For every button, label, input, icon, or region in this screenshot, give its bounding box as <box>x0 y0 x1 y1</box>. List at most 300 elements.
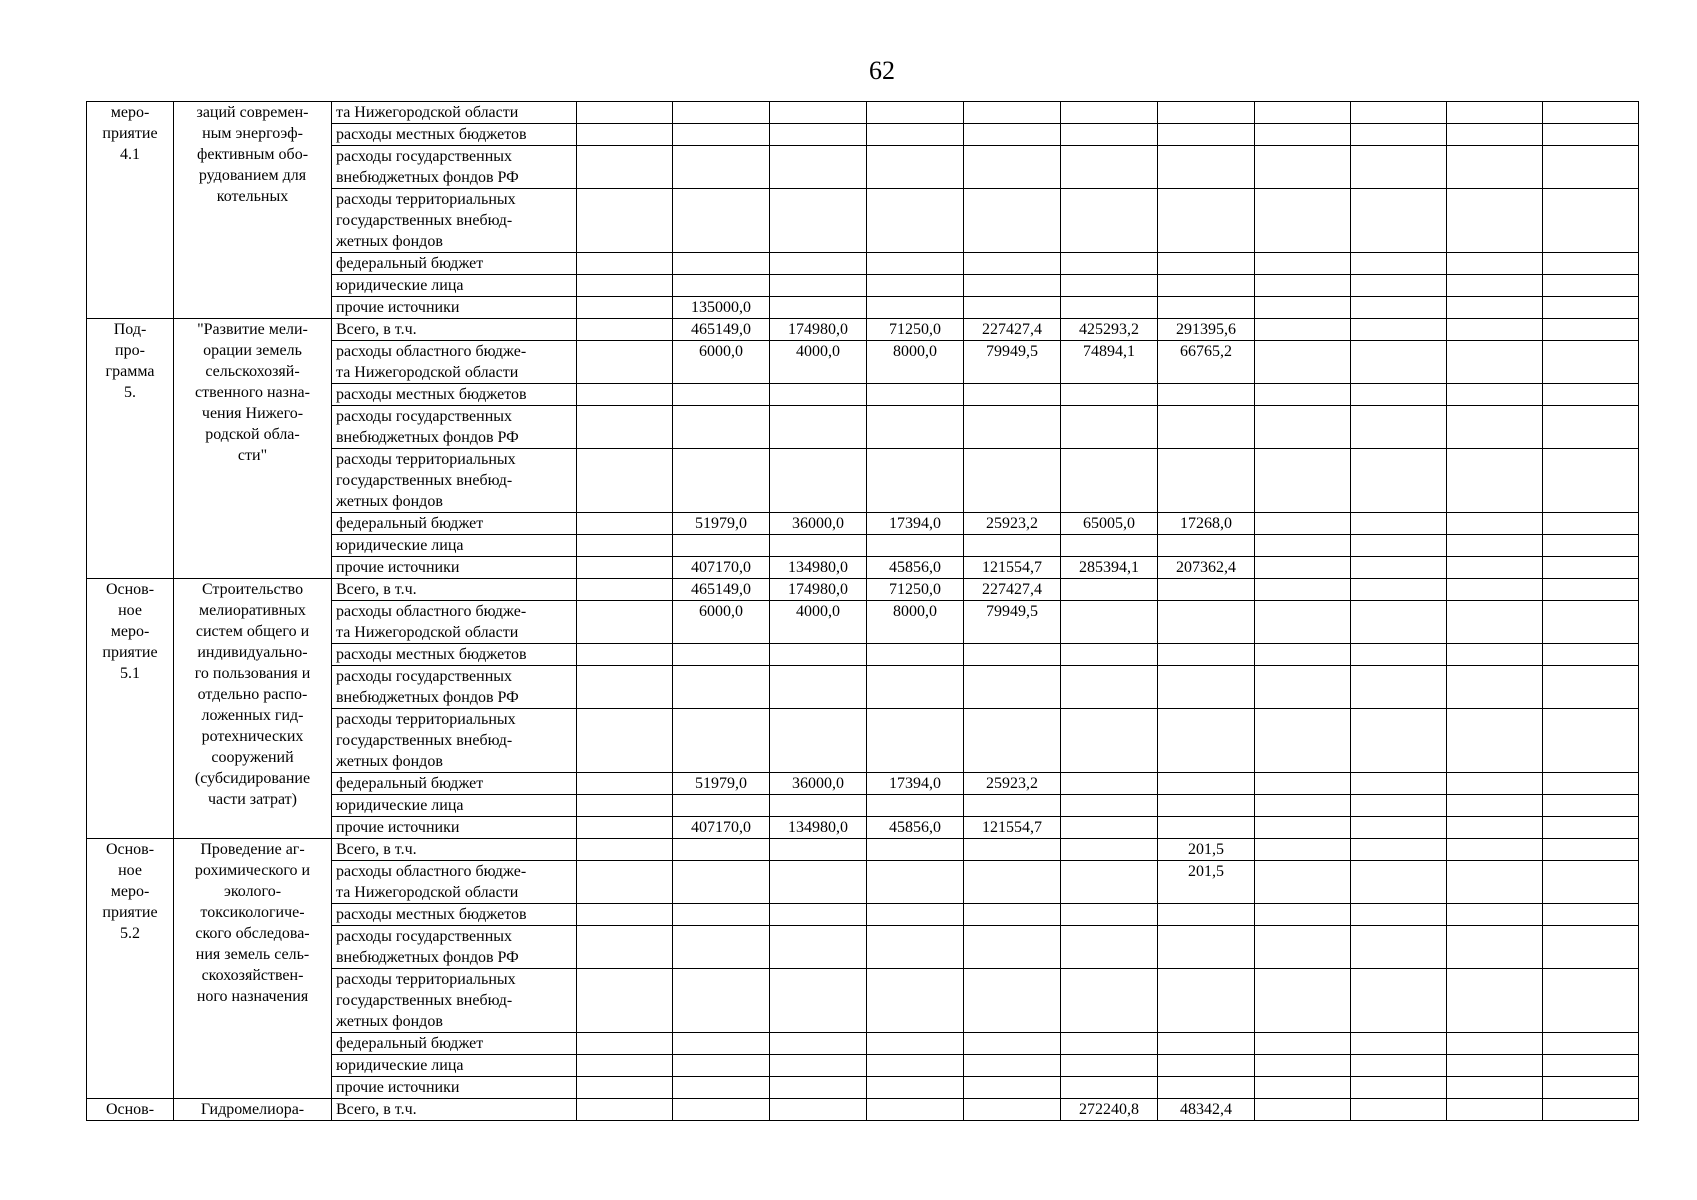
value-cell <box>964 709 1061 773</box>
empty-cell <box>1351 817 1447 839</box>
empty-cell <box>1351 1033 1447 1055</box>
empty-cell <box>577 513 673 535</box>
value-cell <box>673 449 770 513</box>
empty-cell <box>1351 1099 1447 1121</box>
empty-cell <box>577 666 673 709</box>
value-cell: 134980,0 <box>770 557 867 579</box>
funding-source: расходы областного бюдже- та Нижегородской области <box>332 861 577 904</box>
value-cell <box>770 904 867 926</box>
value-cell <box>964 1077 1061 1099</box>
value-cell <box>673 904 770 926</box>
value-cell: 272240,8 <box>1061 1099 1158 1121</box>
value-cell <box>1158 189 1255 253</box>
value-cell <box>964 384 1061 406</box>
empty-cell <box>1351 1077 1447 1099</box>
value-cell: 425293,2 <box>1061 319 1158 341</box>
value-cell <box>867 102 964 124</box>
budget-table <box>86 101 1639 1121</box>
empty-cell <box>1255 341 1351 384</box>
value-cell <box>673 1055 770 1077</box>
value-cell <box>1061 969 1158 1033</box>
value-cell <box>1061 773 1158 795</box>
value-cell <box>770 709 867 773</box>
value-cell: 51979,0 <box>673 513 770 535</box>
empty-cell <box>577 319 673 341</box>
value-cell <box>1158 1033 1255 1055</box>
empty-cell <box>1447 146 1543 189</box>
empty-cell <box>577 644 673 666</box>
value-cell: 65005,0 <box>1061 513 1158 535</box>
empty-cell <box>1351 275 1447 297</box>
value-cell <box>673 275 770 297</box>
value-cell: 207362,4 <box>1158 557 1255 579</box>
value-cell <box>770 102 867 124</box>
funding-source: расходы государственных внебюджетных фондов РФ <box>332 926 577 969</box>
empty-cell <box>1255 709 1351 773</box>
empty-cell <box>1543 535 1639 557</box>
funding-source: расходы государственных внебюджетных фондов РФ <box>332 146 577 189</box>
value-cell <box>867 795 964 817</box>
empty-cell <box>1543 449 1639 513</box>
value-cell <box>964 189 1061 253</box>
value-cell <box>964 1033 1061 1055</box>
empty-cell <box>1447 535 1543 557</box>
funding-source: Всего, в т.ч. <box>332 1099 577 1121</box>
funding-source: прочие источники <box>332 817 577 839</box>
section-label: Основ- ное меро- приятие 5.1 <box>87 579 174 839</box>
empty-cell <box>1447 839 1543 861</box>
value-cell <box>964 102 1061 124</box>
funding-source: юридические лица <box>332 1055 577 1077</box>
empty-cell <box>577 253 673 275</box>
value-cell: 79949,5 <box>964 601 1061 644</box>
value-cell <box>1061 904 1158 926</box>
value-cell <box>867 861 964 904</box>
funding-source: расходы территориальных государственных внебюд- жетных фондов <box>332 449 577 513</box>
funding-source: федеральный бюджет <box>332 513 577 535</box>
empty-cell <box>1255 384 1351 406</box>
funding-source: расходы местных бюджетов <box>332 124 577 146</box>
empty-cell <box>1543 969 1639 1033</box>
section-label: Под- про- грамма 5. <box>87 319 174 579</box>
empty-cell <box>1543 579 1639 601</box>
value-cell <box>1158 124 1255 146</box>
empty-cell <box>1447 969 1543 1033</box>
funding-source: расходы государственных внебюджетных фондов РФ <box>332 406 577 449</box>
empty-cell <box>1447 1099 1543 1121</box>
value-cell <box>770 189 867 253</box>
value-cell <box>964 839 1061 861</box>
value-cell <box>770 275 867 297</box>
empty-cell <box>1447 709 1543 773</box>
empty-cell <box>1351 579 1447 601</box>
empty-cell <box>1351 795 1447 817</box>
funding-source: прочие источники <box>332 557 577 579</box>
value-cell: 45856,0 <box>867 557 964 579</box>
value-cell <box>673 1033 770 1055</box>
value-cell <box>1158 1055 1255 1077</box>
table-row <box>87 102 1639 124</box>
empty-cell <box>1255 795 1351 817</box>
empty-cell <box>577 795 673 817</box>
value-cell <box>867 406 964 449</box>
empty-cell <box>1447 449 1543 513</box>
funding-source: юридические лица <box>332 535 577 557</box>
value-cell: 201,5 <box>1158 861 1255 904</box>
funding-source: расходы областного бюдже- та Нижегородской области <box>332 601 577 644</box>
empty-cell <box>1255 861 1351 904</box>
value-cell <box>964 969 1061 1033</box>
empty-cell <box>1543 146 1639 189</box>
empty-cell <box>577 124 673 146</box>
empty-cell <box>1255 275 1351 297</box>
value-cell <box>964 904 1061 926</box>
empty-cell <box>1543 1099 1639 1121</box>
empty-cell <box>577 341 673 384</box>
value-cell <box>867 189 964 253</box>
empty-cell <box>1543 275 1639 297</box>
funding-source: та Нижегородской области <box>332 102 577 124</box>
value-cell <box>673 384 770 406</box>
empty-cell <box>1447 406 1543 449</box>
value-cell: 134980,0 <box>770 817 867 839</box>
empty-cell <box>577 557 673 579</box>
empty-cell <box>577 839 673 861</box>
value-cell <box>770 839 867 861</box>
value-cell <box>964 275 1061 297</box>
empty-cell <box>1255 817 1351 839</box>
value-cell <box>770 1033 867 1055</box>
value-cell <box>964 666 1061 709</box>
empty-cell <box>577 969 673 1033</box>
empty-cell <box>1543 189 1639 253</box>
empty-cell <box>1543 709 1639 773</box>
empty-cell <box>1255 146 1351 189</box>
value-cell <box>1158 969 1255 1033</box>
value-cell: 48342,4 <box>1158 1099 1255 1121</box>
value-cell: 8000,0 <box>867 341 964 384</box>
empty-cell <box>1543 666 1639 709</box>
value-cell: 66765,2 <box>1158 341 1255 384</box>
empty-cell <box>1543 1077 1639 1099</box>
empty-cell <box>1351 709 1447 773</box>
value-cell <box>1158 406 1255 449</box>
value-cell: 121554,7 <box>964 817 1061 839</box>
funding-source: прочие источники <box>332 1077 577 1099</box>
empty-cell <box>1447 666 1543 709</box>
value-cell <box>1061 253 1158 275</box>
empty-cell <box>1543 297 1639 319</box>
value-cell: 25923,2 <box>964 513 1061 535</box>
value-cell <box>867 1033 964 1055</box>
value-cell <box>1061 1055 1158 1077</box>
empty-cell <box>1447 579 1543 601</box>
value-cell <box>673 189 770 253</box>
value-cell <box>964 253 1061 275</box>
section-name: Проведение аг- рохимического и эколого- токсикологиче- ского обследова- ния земель сель- скохозяйствен- ного назначения <box>174 839 332 1099</box>
table-row <box>87 1099 1639 1121</box>
value-cell <box>1061 839 1158 861</box>
empty-cell <box>1447 319 1543 341</box>
value-cell <box>673 644 770 666</box>
value-cell <box>1061 1033 1158 1055</box>
value-cell <box>770 926 867 969</box>
funding-source: расходы местных бюджетов <box>332 904 577 926</box>
value-cell: 4000,0 <box>770 601 867 644</box>
value-cell <box>964 146 1061 189</box>
empty-cell <box>1255 579 1351 601</box>
value-cell <box>770 861 867 904</box>
empty-cell <box>1447 384 1543 406</box>
value-cell <box>1158 275 1255 297</box>
value-cell <box>770 449 867 513</box>
empty-cell <box>1447 341 1543 384</box>
empty-cell <box>577 275 673 297</box>
empty-cell <box>1351 449 1447 513</box>
value-cell <box>867 1055 964 1077</box>
empty-cell <box>1447 904 1543 926</box>
empty-cell <box>1543 795 1639 817</box>
empty-cell <box>1255 102 1351 124</box>
empty-cell <box>1255 666 1351 709</box>
empty-cell <box>1351 341 1447 384</box>
value-cell <box>964 1055 1061 1077</box>
value-cell: 71250,0 <box>867 579 964 601</box>
table-row <box>87 839 1639 861</box>
value-cell <box>1158 253 1255 275</box>
value-cell <box>1061 449 1158 513</box>
empty-cell <box>1255 1077 1351 1099</box>
funding-source: расходы областного бюдже- та Нижегородской области <box>332 341 577 384</box>
empty-cell <box>1351 297 1447 319</box>
value-cell <box>964 406 1061 449</box>
empty-cell <box>577 926 673 969</box>
empty-cell <box>1543 773 1639 795</box>
value-cell <box>1158 449 1255 513</box>
value-cell <box>867 124 964 146</box>
value-cell <box>770 535 867 557</box>
empty-cell <box>1351 189 1447 253</box>
section-name: Строительство мелиоративных систем общего и индивидуально- го пользования и отдельно распо- ложенных гид- ротехнических сооружений (субсидирование части затрат) <box>174 579 332 839</box>
value-cell <box>867 384 964 406</box>
empty-cell <box>1447 644 1543 666</box>
value-cell <box>770 644 867 666</box>
empty-cell <box>1255 124 1351 146</box>
empty-cell <box>1351 839 1447 861</box>
value-cell: 174980,0 <box>770 579 867 601</box>
value-cell <box>867 839 964 861</box>
value-cell <box>1061 601 1158 644</box>
value-cell <box>1061 709 1158 773</box>
value-cell <box>1158 666 1255 709</box>
section-label: меро- приятие 4.1 <box>87 102 174 319</box>
funding-source: федеральный бюджет <box>332 253 577 275</box>
empty-cell <box>1447 124 1543 146</box>
empty-cell <box>1255 601 1351 644</box>
empty-cell <box>1543 1055 1639 1077</box>
value-cell: 17268,0 <box>1158 513 1255 535</box>
value-cell: 407170,0 <box>673 557 770 579</box>
empty-cell <box>1447 1077 1543 1099</box>
value-cell <box>673 839 770 861</box>
empty-cell <box>577 709 673 773</box>
empty-cell <box>1255 557 1351 579</box>
empty-cell <box>1255 449 1351 513</box>
empty-cell <box>577 189 673 253</box>
empty-cell <box>1447 513 1543 535</box>
empty-cell <box>1447 275 1543 297</box>
value-cell <box>673 969 770 1033</box>
value-cell <box>1158 817 1255 839</box>
value-cell <box>867 709 964 773</box>
value-cell <box>770 969 867 1033</box>
value-cell <box>867 926 964 969</box>
value-cell <box>964 297 1061 319</box>
empty-cell <box>577 384 673 406</box>
funding-source: федеральный бюджет <box>332 773 577 795</box>
value-cell <box>964 926 1061 969</box>
empty-cell <box>1447 253 1543 275</box>
empty-cell <box>1255 773 1351 795</box>
value-cell <box>867 146 964 189</box>
value-cell <box>770 1055 867 1077</box>
empty-cell <box>1543 644 1639 666</box>
empty-cell <box>1351 1055 1447 1077</box>
empty-cell <box>1255 253 1351 275</box>
value-cell <box>1061 297 1158 319</box>
value-cell <box>673 535 770 557</box>
empty-cell <box>1351 319 1447 341</box>
empty-cell <box>577 406 673 449</box>
empty-cell <box>1255 1055 1351 1077</box>
funding-source: расходы местных бюджетов <box>332 644 577 666</box>
value-cell: 135000,0 <box>673 297 770 319</box>
value-cell <box>1061 275 1158 297</box>
value-cell <box>1061 795 1158 817</box>
funding-source: Всего, в т.ч. <box>332 319 577 341</box>
empty-cell <box>1255 926 1351 969</box>
empty-cell <box>577 535 673 557</box>
empty-cell <box>1351 644 1447 666</box>
table-row <box>87 579 1639 601</box>
value-cell <box>964 124 1061 146</box>
empty-cell <box>1543 253 1639 275</box>
value-cell <box>770 795 867 817</box>
value-cell <box>1061 1077 1158 1099</box>
value-cell <box>867 644 964 666</box>
value-cell <box>867 1099 964 1121</box>
value-cell <box>673 102 770 124</box>
value-cell <box>673 1099 770 1121</box>
value-cell <box>964 644 1061 666</box>
empty-cell <box>577 773 673 795</box>
value-cell: 45856,0 <box>867 817 964 839</box>
value-cell: 74894,1 <box>1061 341 1158 384</box>
empty-cell <box>1543 341 1639 384</box>
empty-cell <box>1351 124 1447 146</box>
value-cell <box>1158 644 1255 666</box>
value-cell <box>1158 601 1255 644</box>
value-cell <box>1061 124 1158 146</box>
empty-cell <box>1255 839 1351 861</box>
empty-cell <box>1447 601 1543 644</box>
funding-source: расходы местных бюджетов <box>332 384 577 406</box>
value-cell <box>867 1077 964 1099</box>
empty-cell <box>1543 557 1639 579</box>
empty-cell <box>1447 926 1543 969</box>
section-label: Основ- <box>87 1099 174 1121</box>
value-cell <box>867 297 964 319</box>
empty-cell <box>1255 189 1351 253</box>
value-cell <box>1158 297 1255 319</box>
value-cell: 121554,7 <box>964 557 1061 579</box>
value-cell <box>673 795 770 817</box>
value-cell <box>673 1077 770 1099</box>
value-cell: 6000,0 <box>673 341 770 384</box>
empty-cell <box>1351 513 1447 535</box>
empty-cell <box>1351 601 1447 644</box>
value-cell <box>1061 666 1158 709</box>
value-cell <box>867 253 964 275</box>
empty-cell <box>1543 406 1639 449</box>
value-cell <box>1158 102 1255 124</box>
empty-cell <box>1255 1033 1351 1055</box>
value-cell <box>770 406 867 449</box>
empty-cell <box>1447 861 1543 904</box>
empty-cell <box>577 449 673 513</box>
value-cell <box>867 449 964 513</box>
value-cell: 4000,0 <box>770 341 867 384</box>
value-cell <box>673 861 770 904</box>
empty-cell <box>1351 406 1447 449</box>
value-cell <box>673 926 770 969</box>
page-number: 62 <box>869 56 895 85</box>
value-cell: 201,5 <box>1158 839 1255 861</box>
value-cell <box>1158 795 1255 817</box>
empty-cell <box>1447 1033 1543 1055</box>
value-cell <box>673 709 770 773</box>
value-cell <box>673 253 770 275</box>
value-cell <box>867 535 964 557</box>
value-cell <box>1158 384 1255 406</box>
value-cell: 227427,4 <box>964 579 1061 601</box>
empty-cell <box>1543 513 1639 535</box>
value-cell <box>1158 146 1255 189</box>
empty-cell <box>1255 406 1351 449</box>
value-cell: 51979,0 <box>673 773 770 795</box>
value-cell: 407170,0 <box>673 817 770 839</box>
value-cell <box>673 124 770 146</box>
value-cell <box>867 969 964 1033</box>
empty-cell <box>577 102 673 124</box>
funding-source: юридические лица <box>332 795 577 817</box>
funding-source: федеральный бюджет <box>332 1033 577 1055</box>
value-cell <box>770 146 867 189</box>
value-cell <box>1158 709 1255 773</box>
value-cell <box>673 666 770 709</box>
value-cell <box>770 1077 867 1099</box>
value-cell <box>1158 904 1255 926</box>
empty-cell <box>1447 817 1543 839</box>
table-row <box>87 319 1639 341</box>
empty-cell <box>1543 384 1639 406</box>
empty-cell <box>577 146 673 189</box>
value-cell <box>770 124 867 146</box>
empty-cell <box>1351 861 1447 904</box>
value-cell: 36000,0 <box>770 773 867 795</box>
value-cell <box>1158 535 1255 557</box>
funding-source: расходы территориальных государственных внебюд- жетных фондов <box>332 709 577 773</box>
